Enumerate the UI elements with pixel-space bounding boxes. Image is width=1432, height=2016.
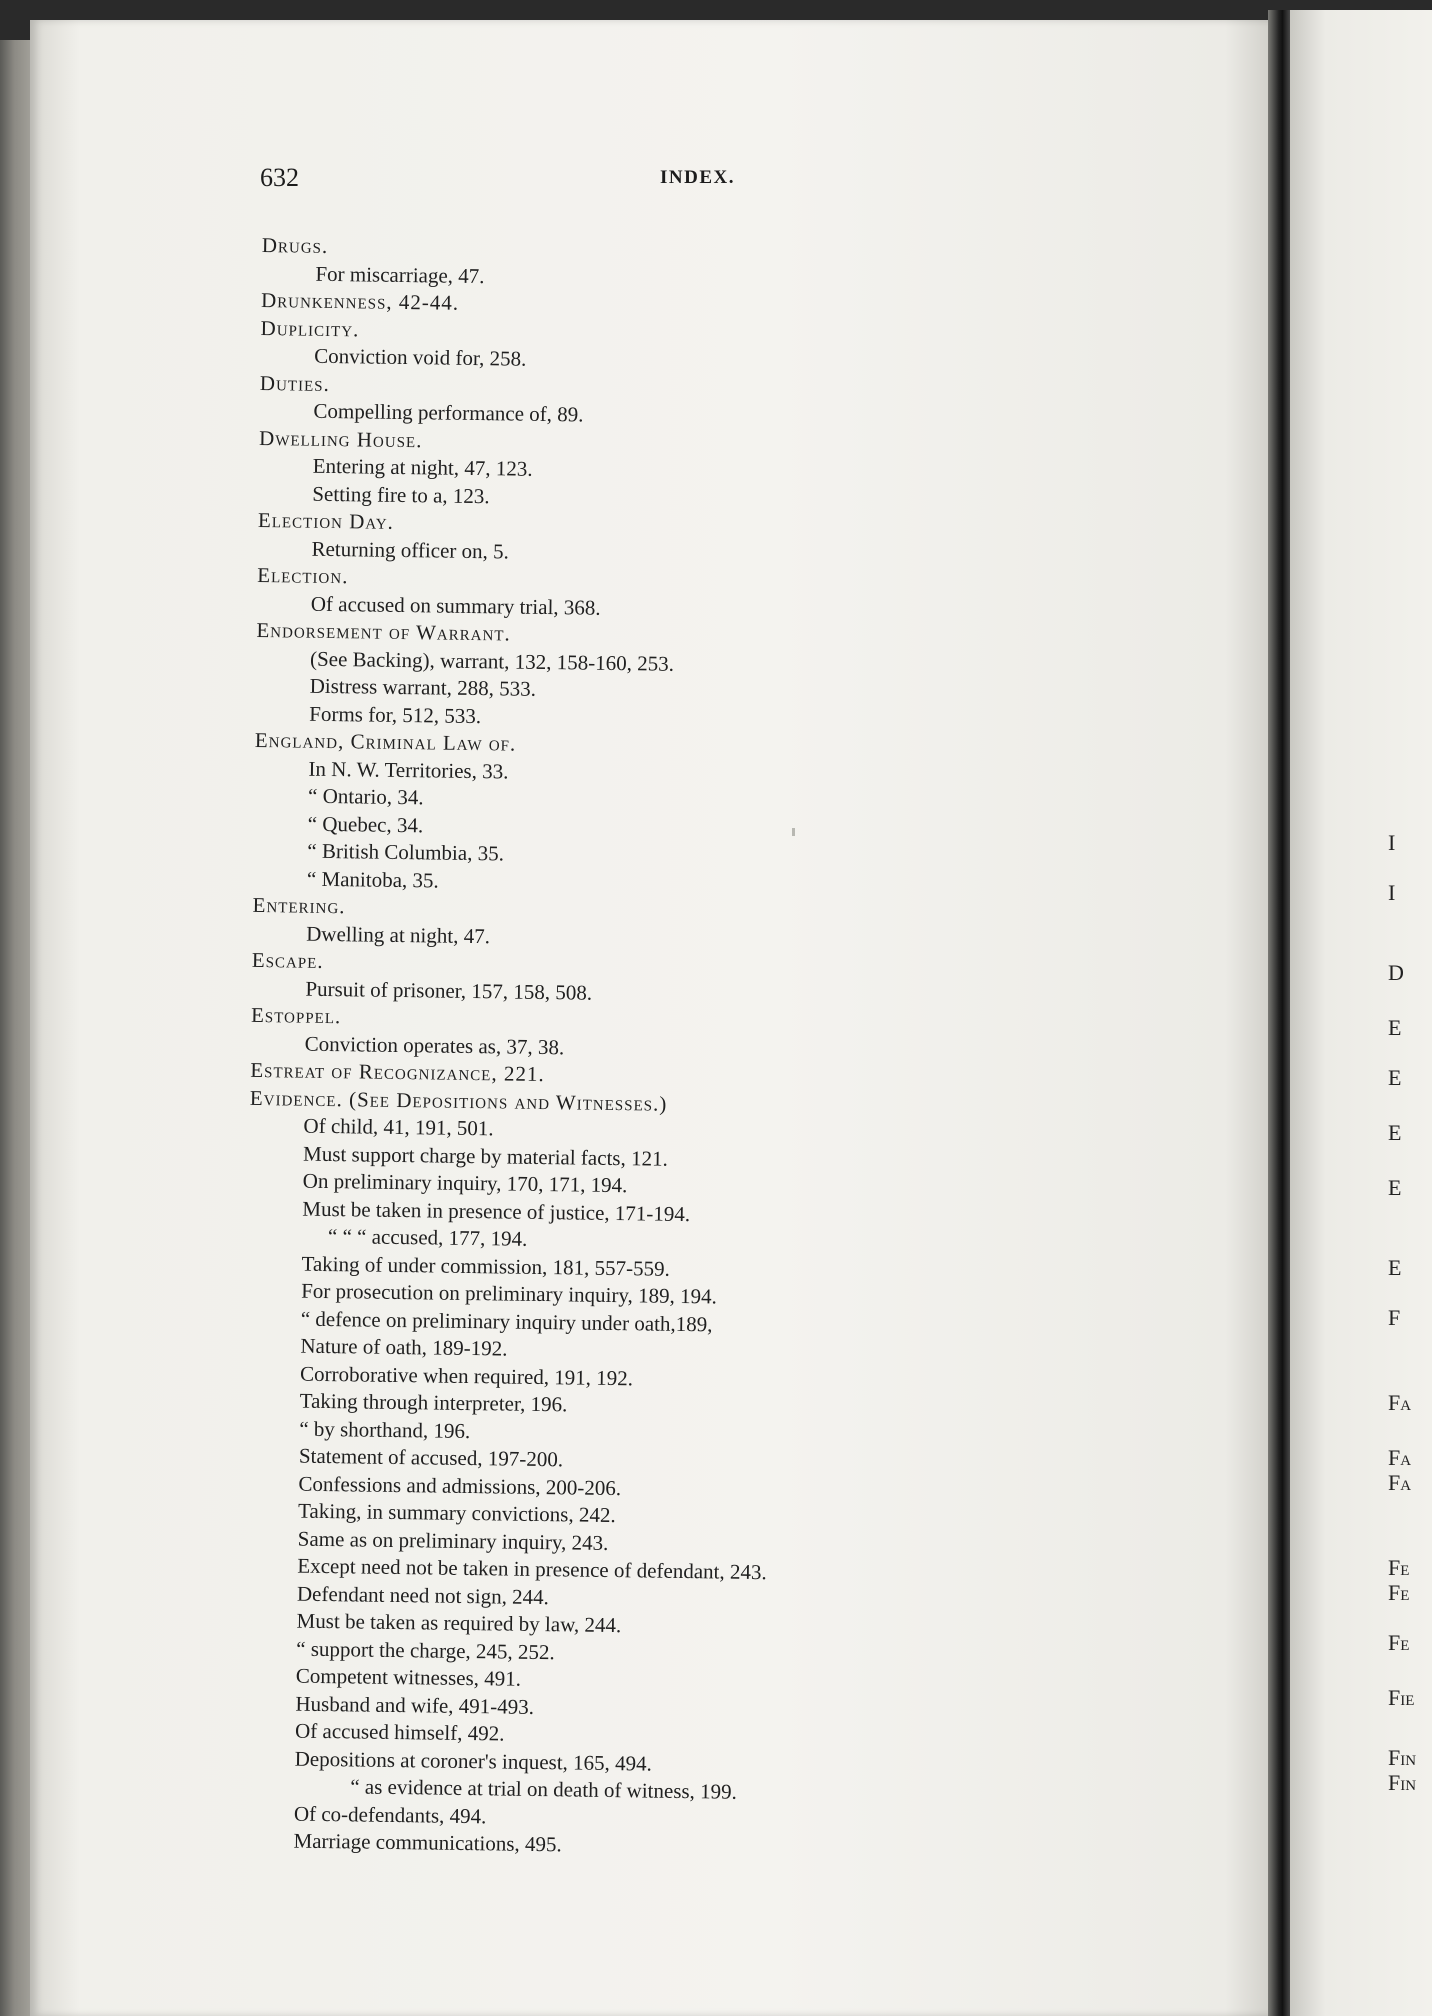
- index-subentry: Competent witnesses, 491.: [295, 1663, 522, 1691]
- index-subentry: Conviction operates as, 37, 38.: [304, 1031, 565, 1059]
- index-subentry: Defendant need not sign, 244.: [296, 1581, 550, 1609]
- index-subentry: Forms for, 512, 533.: [309, 701, 482, 728]
- index-subentry: Conviction void for, 258.: [314, 343, 527, 371]
- index-subentry: Compelling performance of, 89.: [313, 398, 584, 427]
- index-heading: Duplicity.: [260, 315, 360, 341]
- index-subentry: Depositions at coroner's inquest, 165, 494.: [294, 1746, 653, 1776]
- index-heading: Election.: [257, 562, 349, 589]
- page-number: 632: [260, 163, 299, 192]
- index-subentry: On preliminary inquiry, 170, 171, 194.: [302, 1168, 628, 1198]
- index-subentry: Of accused on summary trial, 368.: [310, 591, 601, 620]
- facing-page-letter: I: [1388, 830, 1396, 855]
- facing-page-letter: E: [1388, 1175, 1402, 1200]
- index-subentry: Statement of accused, 197-200.: [298, 1443, 564, 1472]
- index-subentry: Of co-defendants, 494.: [293, 1801, 487, 1828]
- paper-speck: [792, 828, 795, 836]
- index-subentry: Corroborative when required, 191, 192.: [299, 1361, 634, 1390]
- index-subentry: Setting fire to a, 123.: [312, 481, 490, 508]
- running-head: INDEX.: [660, 167, 735, 188]
- facing-page-letter: Fin: [1388, 1770, 1417, 1795]
- facing-page-letter: Fe: [1388, 1580, 1410, 1605]
- page-header: [260, 163, 1020, 199]
- index-subentry: Dwelling at night, 47.: [306, 921, 491, 948]
- index-subentry: “ support the charge, 245, 252.: [296, 1636, 555, 1664]
- index-subentry: Taking through interpreter, 196.: [299, 1388, 568, 1417]
- index-subentry: For miscarriage, 47.: [315, 261, 485, 288]
- facing-page-letter: E: [1388, 1065, 1402, 1090]
- index-heading: Dwelling House.: [258, 425, 423, 452]
- index-subentry: In N. W. Territories, 33.: [308, 756, 509, 783]
- index-heading: Escape.: [251, 947, 324, 973]
- facing-page-letter: I: [1388, 880, 1396, 905]
- index-heading: Drunkenness, 42-44.: [260, 287, 460, 315]
- index-subentry: Taking of under commission, 181, 557-559.: [301, 1251, 671, 1281]
- index-heading: Estreat of Recognizance, 221.: [250, 1057, 545, 1087]
- facing-page-letter: Fa: [1388, 1390, 1412, 1415]
- index-subentry: “ Manitoba, 35.: [306, 866, 439, 893]
- index-heading: England, Criminal Law of.: [254, 727, 517, 756]
- index-subentry: “ Quebec, 34.: [307, 811, 424, 837]
- index-subentry: Must support charge by material facts, 121.: [302, 1141, 668, 1171]
- index-subentry: Must be taken as required by law, 244.: [296, 1608, 622, 1638]
- index-subentry: Except need not be taken in presence of defendant, 243.: [297, 1553, 767, 1585]
- index-heading: Estoppel.: [250, 1002, 342, 1029]
- index-subentry: “ defence on preliminary inquiry under oath,189,: [300, 1306, 713, 1336]
- index-subentry: “ as evidence at trial on death of witness, 199.: [350, 1774, 738, 1804]
- facing-page-letter: E: [1388, 1015, 1402, 1040]
- facing-page-fragments: [1388, 0, 1432, 2016]
- index-subentry: Pursuit of prisoner, 157, 158, 508.: [305, 976, 593, 1005]
- index-heading: Entering.: [252, 892, 346, 919]
- index-subentry: Marriage communications, 495.: [293, 1828, 562, 1857]
- index-heading: Evidence. (See Depositions and Witnesses.): [249, 1085, 668, 1116]
- index-subentry: “ Ontario, 34.: [307, 783, 424, 810]
- index-subentry: “ by shorthand, 196.: [299, 1416, 471, 1443]
- index-subentry: Taking, in summary convictions, 242.: [297, 1498, 616, 1528]
- index-subentry: Husband and wife, 491-493.: [295, 1691, 535, 1719]
- index-subentry: “ British Columbia, 35.: [307, 838, 505, 866]
- index-subentry: Returning officer on, 5.: [311, 536, 510, 563]
- index-subentry: Of child, 41, 191, 501.: [303, 1113, 494, 1141]
- facing-page-letter: Fie: [1388, 1685, 1415, 1710]
- index-subentry: Confessions and admissions, 200-206.: [298, 1471, 622, 1500]
- left-page: [30, 20, 1275, 2016]
- index-heading: Endorsement of Warrant.: [256, 617, 511, 646]
- facing-page-letter: Fe: [1388, 1555, 1410, 1580]
- index-subentry: Must be taken in presence of justice, 171-194.: [302, 1196, 691, 1226]
- facing-page-letter: Fa: [1388, 1445, 1412, 1470]
- index-subentry: Same as on preliminary inquiry, 243.: [297, 1526, 609, 1555]
- index-subentry: Of accused himself, 492.: [294, 1718, 505, 1746]
- index-subentry: For prosecution on preliminary inquiry, 189, 194.: [301, 1278, 718, 1309]
- facing-page-letter: E: [1388, 1120, 1402, 1145]
- facing-page-letter: D: [1388, 960, 1404, 985]
- index-heading: Drugs.: [261, 232, 329, 258]
- facing-page-letter: F: [1388, 1305, 1401, 1330]
- index-entries: [239, 232, 1082, 1866]
- index-subentry: Entering at night, 47, 123.: [312, 453, 533, 481]
- index-subentry: “ “ “ accused, 177, 194.: [327, 1224, 528, 1251]
- facing-page-letter: E: [1388, 1255, 1402, 1280]
- book-gutter: [1268, 10, 1292, 2016]
- index-subentry: (See Backing), warrant, 132, 158-160, 253.: [309, 646, 675, 676]
- index-heading: Election Day.: [257, 507, 395, 534]
- index-subentry: Nature of oath, 189-192.: [300, 1333, 508, 1361]
- index-heading: Duties.: [259, 370, 330, 396]
- facing-page-letter: Fa: [1388, 1470, 1412, 1495]
- facing-page-letter: Fe: [1388, 1630, 1410, 1655]
- facing-page-letter: Fin: [1388, 1745, 1417, 1770]
- index-subentry: Distress warrant, 288, 533.: [309, 673, 537, 701]
